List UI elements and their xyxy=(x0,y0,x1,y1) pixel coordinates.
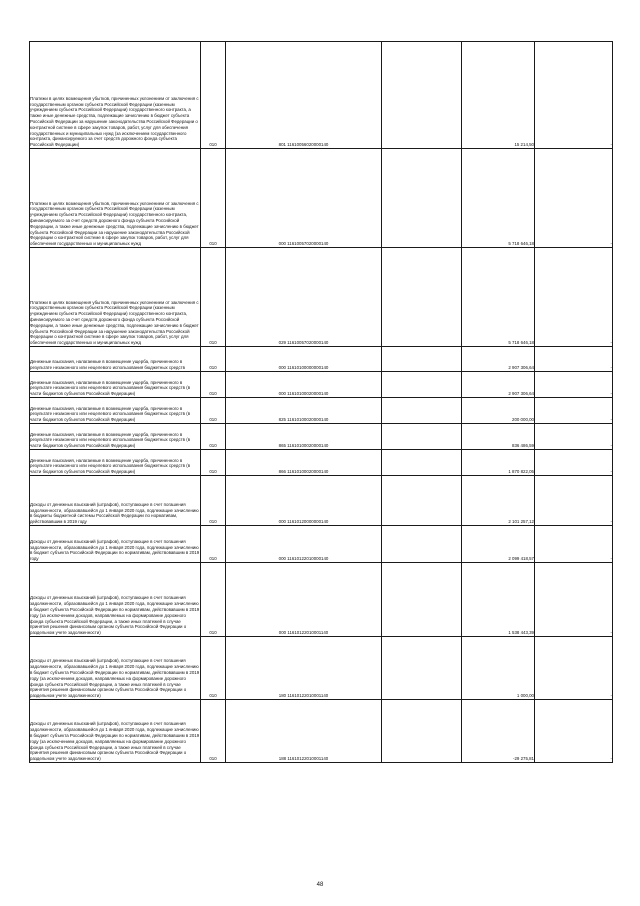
approved-plan-cell xyxy=(382,700,462,763)
line-code-cell: 010 xyxy=(201,42,226,149)
budget-classification-code-cell: 000 11610100000000140 xyxy=(226,347,382,372)
unexecuted-amount-cell: - xyxy=(535,248,613,347)
revenue-table-body xyxy=(30,42,613,763)
budget-classification-code-cell: 000 11610122010001140 xyxy=(226,563,382,637)
line-code-cell: 010 xyxy=(201,372,226,398)
budget-classification-code-cell: 000 11610100020000140 xyxy=(226,372,382,398)
executed-amount-cell: 2 101 257,12 xyxy=(462,476,535,526)
budget-classification-code-cell: 188 11610122010001140 xyxy=(226,700,382,763)
budget-classification-code-cell: 000 11610057020000140 xyxy=(226,149,382,248)
unexecuted-amount-cell: - xyxy=(535,563,613,637)
line-code-cell: 010 xyxy=(201,398,226,424)
revenue-name-cell: Доходы от денежных взысканий (штрафов), поступающие в счет погашения задолженности, образовавшейся до 1 января 2020 года, подлежащие зачислению в бюджет субъекта Российской Федерации по нормативам, действовавшим в 2019 году (за исключением доходов, направляемых на формирование дорожного фонда субъекта Российской Федерации, а также иных платежей в случае принятия решения финансовым органом субъекта Российской Федерации о раздельном учете задолженности) xyxy=(30,700,201,763)
line-code-cell: 010 xyxy=(201,347,226,372)
revenue-name-cell: Доходы от денежных взысканий (штрафов), поступающие в счет погашения задолженности, образовавшейся до 1 января 2020 года, подлежащие зачислению в бюджет субъекта Российской Федерации по нормативам, действовавшим в 2019 году xyxy=(30,526,201,563)
unexecuted-amount-cell: - xyxy=(535,424,613,450)
page-number: 48 xyxy=(316,882,324,888)
revenue-table xyxy=(29,41,613,763)
budget-classification-code-cell: 825 11610100020000140 xyxy=(226,398,382,424)
revenue-name-cell: Платежи в целях возмещения убытков, причиненных уклонением от заключения с государственным органом субъекта Российской Федерации (казенным учреждением субъекта Российской Федерации) государственного контракта, а также иные денежные средства, подлежащие зачислению в бюджет субъекта Российской Федерации за нарушение законодательства Российской Федерации о контрактной системе в сфере закупок товаров, работ, услуг для обеспечения государственных и муниципальных нужд (за исключением государственного контракта, финансируемого за счет средств дорожного фонда субъекта Российской Федерации) xyxy=(30,42,201,149)
approved-plan-cell xyxy=(382,42,462,149)
table-row xyxy=(30,637,613,700)
approved-plan-cell xyxy=(382,398,462,424)
unexecuted-amount-cell: - xyxy=(535,149,613,248)
revenue-name-cell: Денежные взыскания, налагаемые в возмещение ущерба, причиненного в результате незаконного или нецелевого использования бюджетных средств (в части бюджетов субъектов Российской Федерации) xyxy=(30,424,201,450)
executed-amount-cell: 2 099 418,57 xyxy=(462,526,535,563)
table-row xyxy=(30,424,613,450)
budget-classification-code-cell: 000 11610120000000140 xyxy=(226,476,382,526)
unexecuted-amount-cell: - xyxy=(535,700,613,763)
unexecuted-amount-cell: - xyxy=(535,398,613,424)
unexecuted-amount-cell: - xyxy=(535,347,613,372)
executed-amount-cell: 5 718 646,18 xyxy=(462,149,535,248)
revenue-name-cell: Доходы от денежных взысканий (штрафов), поступающие в счет погашения задолженности, образовавшейся до 1 января 2020 года, подлежащие зачислению в бюджет субъекта Российской Федерации по нормативам, действовавшим в 2019 году (за исключением доходов, направляемых на формирование дорожного фонда субъекта Российской Федерации, а также иных платежей в случае принятия решения финансовым органом субъекта Российской Федерации о раздельном учете задолженности) xyxy=(30,563,201,637)
approved-plan-cell xyxy=(382,450,462,476)
executed-amount-cell: 1 538 443,39 xyxy=(462,563,535,637)
table-row xyxy=(30,526,613,563)
line-code-cell: 010 xyxy=(201,526,226,563)
approved-plan-cell xyxy=(382,526,462,563)
revenue-name-cell: Денежные взыскания, налагаемые в возмещение ущерба, причиненного в результате незаконного или нецелевого использования бюджетных средств xyxy=(30,347,201,372)
approved-plan-cell xyxy=(382,149,462,248)
approved-plan-cell xyxy=(382,476,462,526)
executed-amount-cell: 200 000,00 xyxy=(462,398,535,424)
line-code-cell: 010 xyxy=(201,637,226,700)
executed-amount-cell: 5 718 646,18 xyxy=(462,248,535,347)
table-row xyxy=(30,563,613,637)
table-row xyxy=(30,248,613,347)
line-code-cell: 010 xyxy=(201,248,226,347)
table-row xyxy=(30,372,613,398)
line-code-cell: 010 xyxy=(201,450,226,476)
table-row xyxy=(30,347,613,372)
revenue-name-cell: Платежи в целях возмещения убытков, причиненных уклонением от заключения с государственным органом субъекта Российской Федерации (казенным учреждением субъекта Российской Федерации) государственного контракта, финансируемого за счет средств дорожного фонда субъекта Российской Федерации, а также иные денежные средства, подлежащие зачислению в бюджет субъекта Российской Федерации за нарушение законодательства Российской Федерации о контрактной системе в сфере закупок товаров, работ, услуг для обеспечения государственных и муниципальных нужд xyxy=(30,149,201,248)
executed-amount-cell: -29 275,81 xyxy=(462,700,535,763)
line-code-cell: 010 xyxy=(201,563,226,637)
table-row xyxy=(30,398,613,424)
line-code-cell: 010 xyxy=(201,700,226,763)
executed-amount-cell: 15 214,50 xyxy=(462,42,535,149)
unexecuted-amount-cell: - xyxy=(535,476,613,526)
unexecuted-amount-cell: - xyxy=(535,526,613,563)
budget-classification-code-cell: 180 11610122010001140 xyxy=(226,637,382,700)
table-row xyxy=(30,149,613,248)
line-code-cell: 010 xyxy=(201,424,226,450)
revenue-name-cell: Денежные взыскания, налагаемые в возмещение ущерба, причиненного в результате незаконного или нецелевого использования бюджетных средств (в части бюджетов субъектов Российской Федерации) xyxy=(30,450,201,476)
revenue-name-cell: Денежные взыскания, налагаемые в возмещение ущерба, причиненного в результате незаконного или нецелевого использования бюджетных средств (в части бюджетов субъектов Российской Федерации) xyxy=(30,398,201,424)
table-row xyxy=(30,700,613,763)
approved-plan-cell xyxy=(382,372,462,398)
budget-classification-code-cell: 029 11610057020000140 xyxy=(226,248,382,347)
revenue-name-cell: Доходы от денежных взысканий (штрафов), поступающие в счет погашения задолженности, образовавшейся до 1 января 2020 года, подлежащие зачислению в бюджеты бюджетной системы Российской Федерации по нормативам, действовавшим в 2019 году xyxy=(30,476,201,526)
line-code-cell: 010 xyxy=(201,476,226,526)
revenue-name-cell: Доходы от денежных взысканий (штрафов), поступающие в счет погашения задолженности, образовавшейся до 1 января 2020 года, подлежащие зачислению в бюджет субъекта Российской Федерации по нормативам, действовавшим в 2019 году (за исключением доходов, направляемых на формирование дорожного фонда субъекта Российской Федерации, а также иных платежей в случае принятия решения финансовым органом субъекта Российской Федерации о раздельном учете задолженности) xyxy=(30,637,201,700)
table-row xyxy=(30,476,613,526)
executed-amount-cell: 2 907 306,64 xyxy=(462,372,535,398)
table-row xyxy=(30,450,613,476)
budget-classification-code-cell: 801 11610056020000140 xyxy=(226,42,382,149)
table-row xyxy=(30,42,613,149)
executed-amount-cell: 2 907 306,64 xyxy=(462,347,535,372)
approved-plan-cell xyxy=(382,424,462,450)
unexecuted-amount-cell: - xyxy=(535,637,613,700)
approved-plan-cell xyxy=(382,563,462,637)
executed-amount-cell: 1 000,00 xyxy=(462,637,535,700)
approved-plan-cell xyxy=(382,347,462,372)
budget-classification-code-cell: 000 11610122010000140 xyxy=(226,526,382,563)
approved-plan-cell xyxy=(382,637,462,700)
unexecuted-amount-cell: - xyxy=(535,372,613,398)
unexecuted-amount-cell: - xyxy=(535,42,613,149)
executed-amount-cell: 836 486,59 xyxy=(462,424,535,450)
line-code-cell: 010 xyxy=(201,149,226,248)
approved-plan-cell xyxy=(382,248,462,347)
budget-classification-code-cell: 866 11610100020000140 xyxy=(226,450,382,476)
revenue-name-cell: Денежные взыскания, налагаемые в возмещение ущерба, причиненного в результате незаконного или нецелевого использования бюджетных средств (в части бюджетов субъектов Российской Федерации) xyxy=(30,372,201,398)
executed-amount-cell: 1 870 822,05 xyxy=(462,450,535,476)
revenue-name-cell: Платежи в целях возмещения убытков, причиненных уклонением от заключения с государственным органом субъекта Российской Федерации (казенным учреждением субъекта Российской Федерации) государственного контракта, финансируемого за счет средств дорожного фонда субъекта Российской Федерации, а также иные денежные средства, подлежащие зачислению в бюджет субъекта Российской Федерации за нарушение законодательства Российской Федерации о контрактной системе в сфере закупок товаров, работ, услуг для обеспечения государственных и муниципальных нужд xyxy=(30,248,201,347)
budget-classification-code-cell: 865 11610100020000140 xyxy=(226,424,382,450)
unexecuted-amount-cell: - xyxy=(535,450,613,476)
